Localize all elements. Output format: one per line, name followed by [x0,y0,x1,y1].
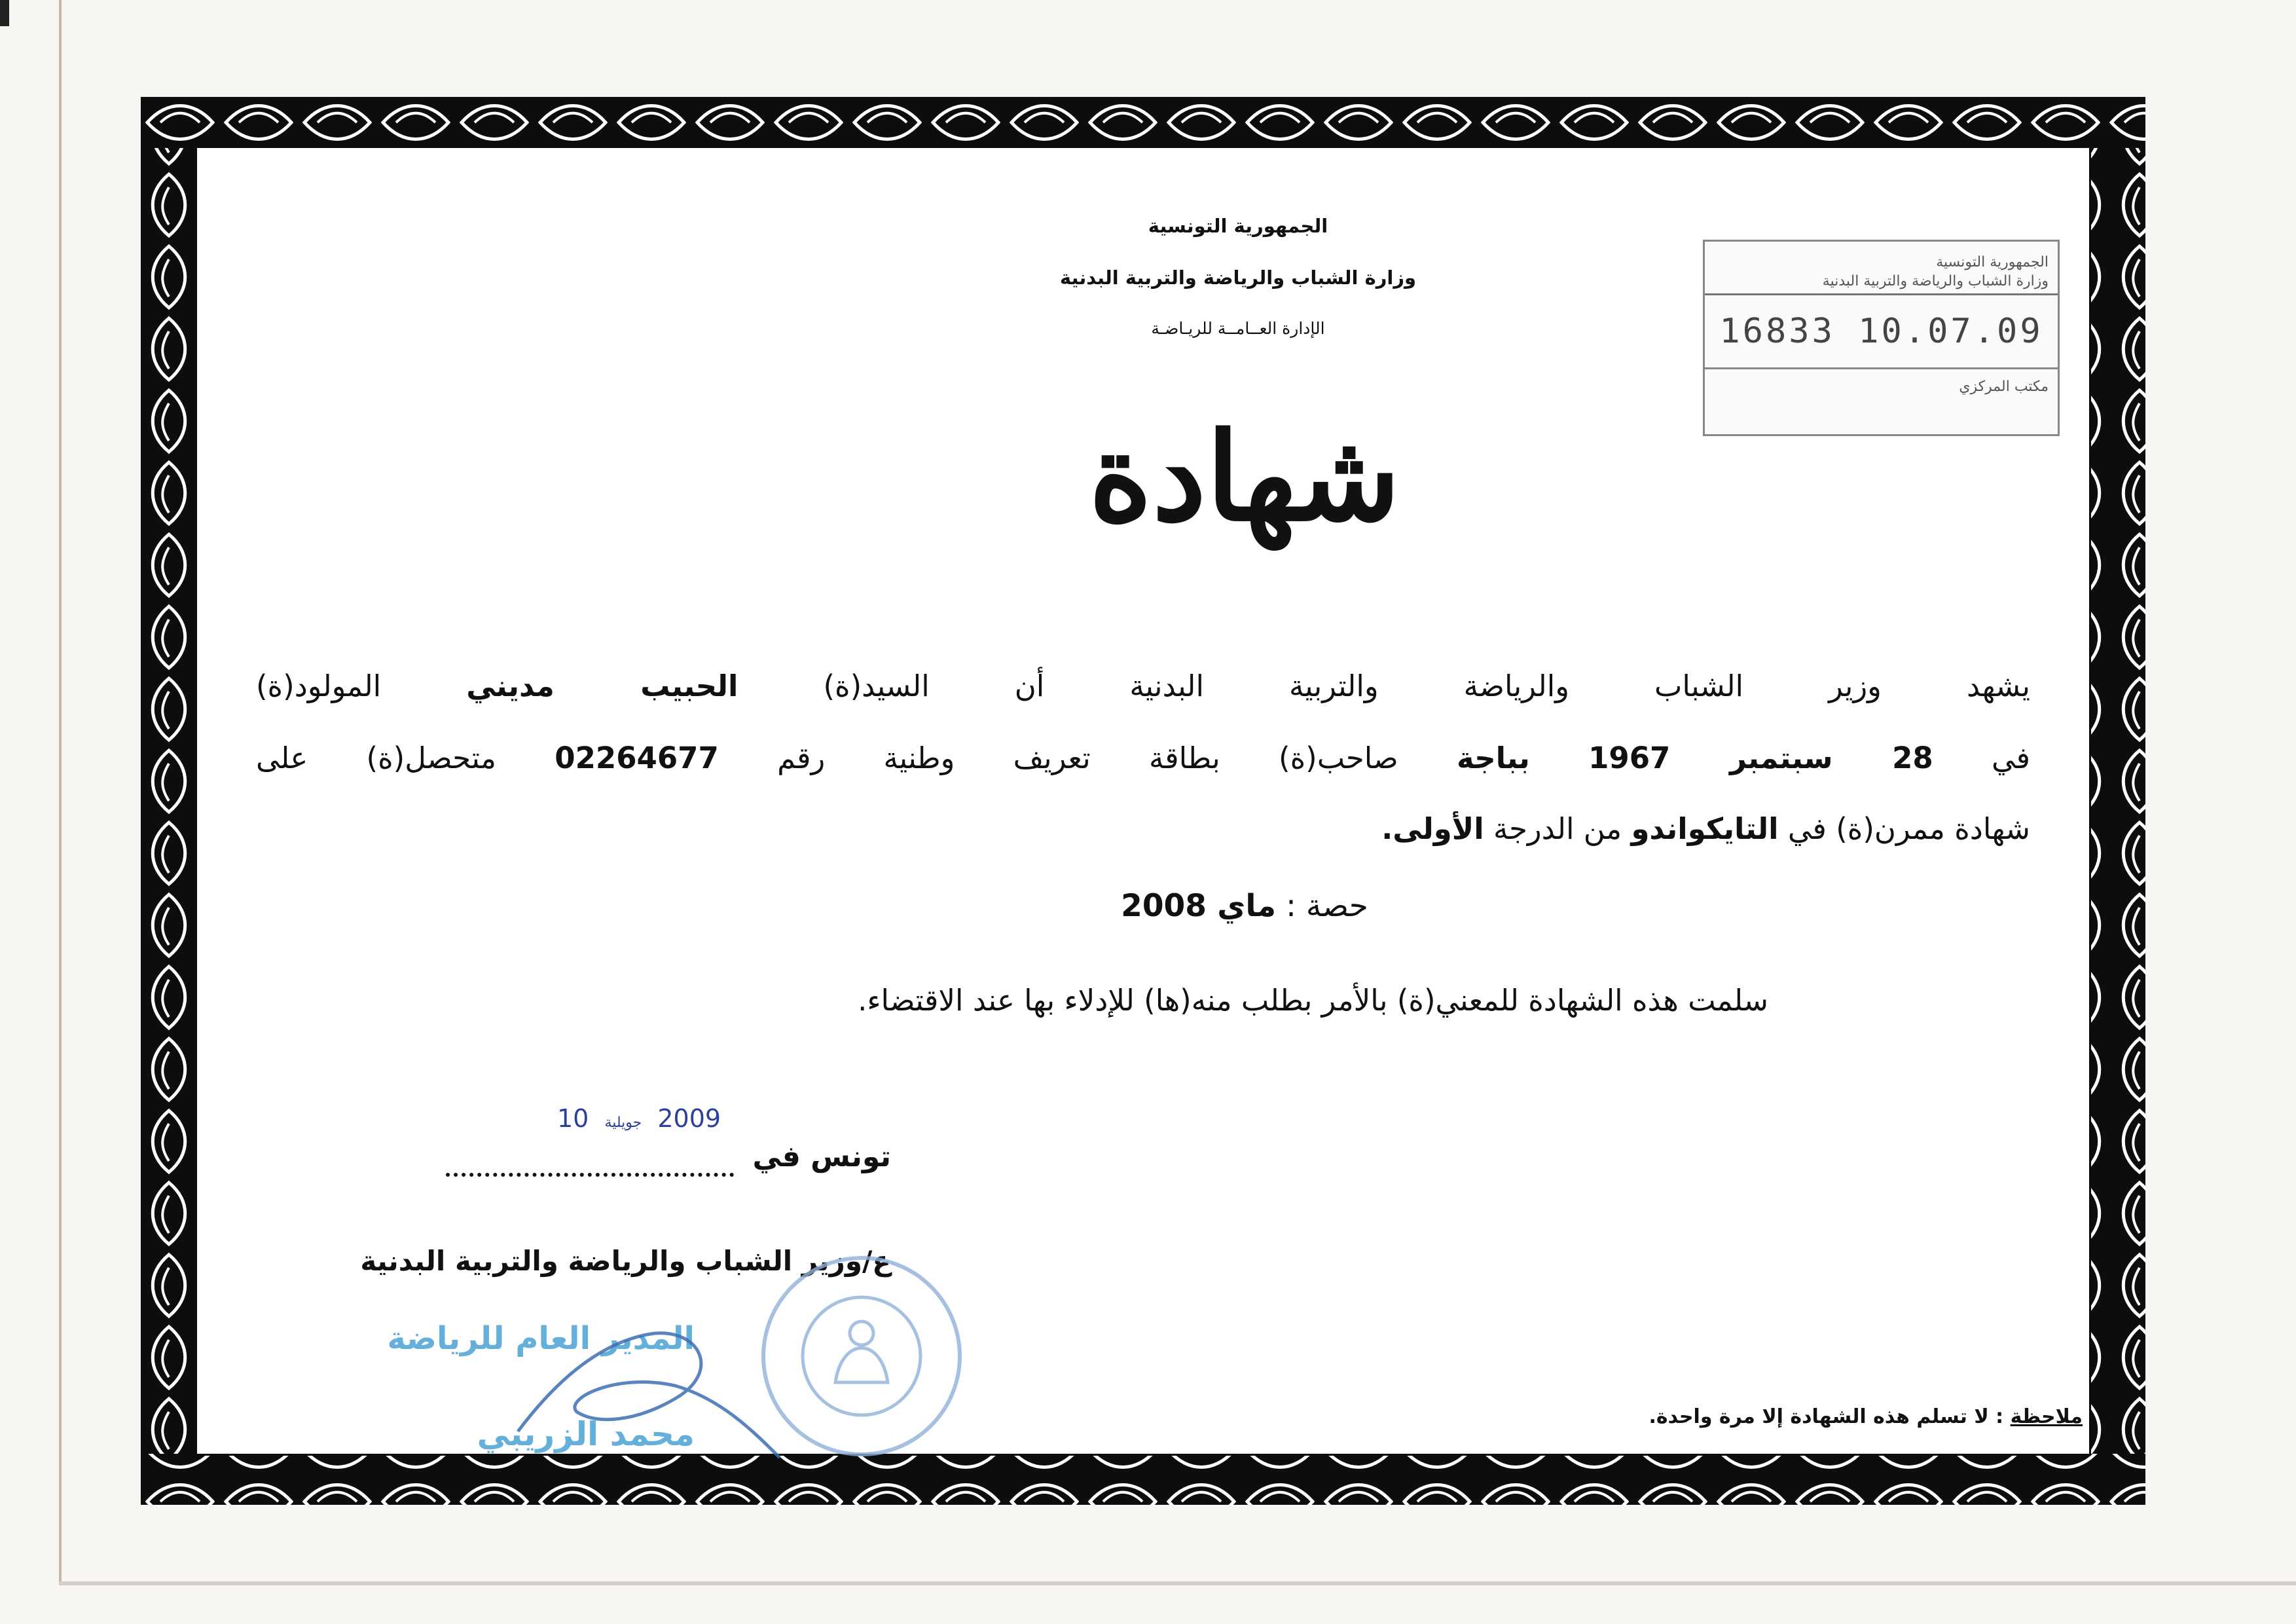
birth-date: 28 سبتمبر 1967 [1588,741,1933,775]
stamp-office-central: المركزي [1959,378,2010,395]
body-text-2a: في [1992,741,2031,775]
director-general-title: المدير العام للرياضة [387,1320,695,1357]
session-value: ماي 2008 [1121,888,1277,924]
note [1428,1405,2083,1428]
registration-stamp-footer [1705,369,2058,395]
directorate-heading: الإدارة العــامــة للريـاضـة [1151,319,1325,338]
id-number: 02264677 [555,741,719,775]
certificate-paper [197,148,2089,1454]
body-line-1 [256,669,2030,703]
body-line-2 [256,741,2030,775]
certificate-frame [141,97,2145,1505]
director-general-name: محمد الزريبي [477,1415,695,1453]
date-stamp-year: 2009 [657,1104,721,1133]
stamp-office: مكتب [2014,378,2049,395]
registration-date: 10.07.09 [1858,312,2043,351]
birth-place: بباجة [1456,741,1530,775]
scan-artifact [0,0,9,26]
body-text-3b: من الدرجة [1493,811,1622,846]
stamp-line-1: الجمهورية التونسية [1936,254,2049,270]
degree: الأولى [1393,811,1484,846]
note-text: : لا تسلم هذه الشهادة إلا مرة واحدة. [1649,1405,2004,1428]
body-text-2b: صاحب(ة) بطاقة تعريف وطنية رقم [777,741,1398,775]
delivery-statement: سلمت هذه الشهادة للمعني(ة) بالأمر بطلب منه(ها) للإدلاء بها عند الاقتضاء. [858,983,1768,1018]
stamp-line-2: وزارة الشباب والرياضة والتربية البدنية [1822,272,2049,289]
registration-number-row [1705,295,2058,369]
certificate-header [943,217,1533,369]
registration-stamp-header [1705,242,2058,295]
registration-stamp [1703,240,2060,436]
handwritten-signature [505,1301,793,1484]
ministry-heading: وزارة الشباب والرياضة والتربية البدنية [1059,267,1417,289]
body-text-1b: المولود(ة) [256,669,382,703]
session-line [950,888,1539,924]
date-stamp [557,1104,721,1133]
session-label: حصة : [1286,888,1368,924]
registration-number: 16833 [1719,312,1835,351]
minister-line: ع/وزير الشباب والرياضة والتربية البدنية [360,1245,891,1277]
body-line-3-end: . [1381,811,1393,846]
place-label: تونس في [752,1140,891,1173]
republic-heading: الجمهورية التونسية [1148,215,1328,237]
scan-edge-bottom [59,1581,2296,1585]
body-text-2c: متحصل(ة) على [256,741,497,775]
date-stamp-day: 10 [557,1104,589,1133]
holder-name: الحبيب مديني [466,669,738,703]
certificate-title: شهادة [1089,405,1400,548]
body-line-3 [256,811,2030,846]
discipline: التايكواندو [1631,811,1779,846]
body-text-1a: يشهد وزير الشباب والرياضة والتربية البدنية أن السيد(ة) [823,669,2030,703]
date-stamp-month: جويلية [604,1115,642,1131]
body-text-3a: شهادة ممرن(ة) في [1787,811,2030,846]
scan-edge-left [59,0,62,1585]
note-label: ملاحظة [2010,1405,2083,1428]
